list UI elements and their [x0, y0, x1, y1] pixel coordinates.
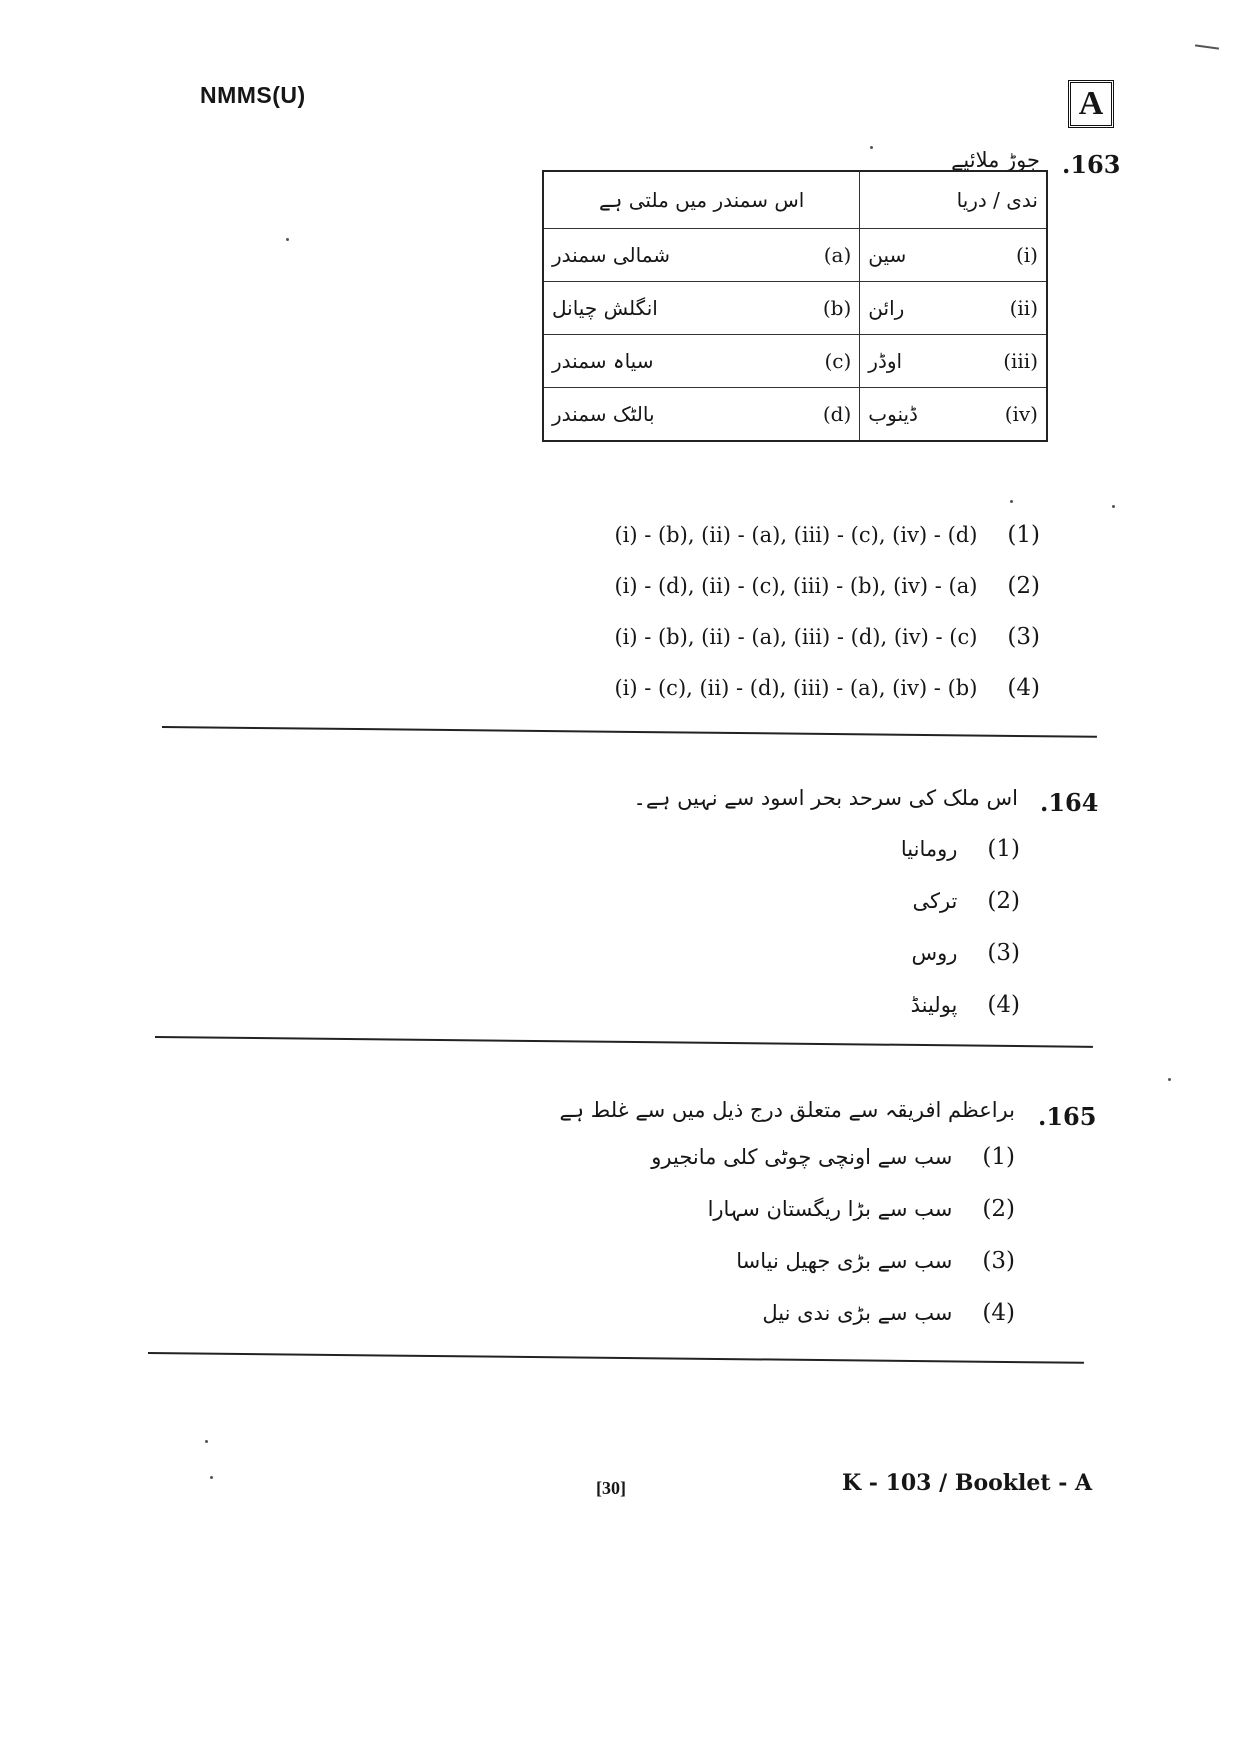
question-text-163: جوڑ ملائیے — [951, 148, 1040, 172]
option-number: (2) — [982, 1196, 1015, 1222]
sea-marker: (d) — [822, 402, 852, 426]
option-164-1[interactable] — [901, 836, 1020, 862]
sea-marker: (a) — [823, 243, 852, 267]
table-header-row — [543, 171, 1047, 229]
river-marker: (ii) — [1009, 296, 1038, 320]
option-number: (1) — [1007, 522, 1040, 548]
table-cell-sea — [543, 335, 860, 388]
page-number: [30] — [596, 1478, 626, 1498]
option-text: (i) - (c), (ii) - (d), (iii) - (a), (iv) - (b) — [614, 676, 978, 700]
sea-header-label: اس سمندر میں ملتی ہے — [598, 188, 805, 212]
table-cell-river — [860, 388, 1047, 442]
scan-mark — [1195, 44, 1219, 49]
option-165-1[interactable] — [651, 1144, 1015, 1170]
scan-speck — [210, 1476, 213, 1479]
sea-marker: (c) — [824, 349, 852, 373]
booklet-letter-box: A — [1068, 80, 1114, 128]
option-text: سب سے بڑا ریگستان سہارا — [707, 1197, 953, 1221]
option-text: (i) - (b), (ii) - (a), (iii) - (d), (iv) - (c) — [614, 625, 978, 649]
option-text: (i) - (d), (ii) - (c), (iii) - (b), (iv) - (a) — [614, 574, 978, 598]
section-divider — [155, 1036, 1093, 1048]
option-text: روس — [911, 941, 958, 965]
option-number: (3) — [1007, 624, 1040, 650]
option-163-2[interactable] — [614, 573, 1040, 599]
option-number: (3) — [987, 940, 1020, 966]
table-row — [543, 388, 1047, 442]
option-165-4[interactable] — [762, 1300, 1015, 1326]
river-name: سین — [868, 243, 907, 267]
sea-name: سیاہ سمندر — [552, 349, 654, 373]
exam-code: NMMS(U) — [200, 82, 306, 108]
table-cell-sea — [543, 229, 860, 282]
option-text: پولینڈ — [910, 993, 958, 1017]
scan-speck — [286, 238, 289, 241]
option-number: (1) — [982, 1144, 1015, 1170]
question-text-164: اس ملک کی سرحد بحر اسود سے نہیں ہے۔ — [633, 786, 1018, 810]
option-text: سب سے بڑی جھیل نیاسا — [736, 1249, 953, 1273]
option-text: سب سے اونچی چوٹی کلی مانجیرو — [651, 1145, 953, 1169]
option-163-4[interactable] — [614, 675, 1040, 701]
option-number: (2) — [987, 888, 1020, 914]
option-163-1[interactable] — [614, 522, 1040, 548]
table-row — [543, 229, 1047, 282]
river-name: رائن — [868, 296, 905, 320]
option-text: رومانیا — [900, 837, 958, 861]
booklet-reference: K - 103 / Booklet - A — [842, 1470, 1093, 1496]
option-number: (2) — [1007, 573, 1040, 599]
table-cell-river — [860, 282, 1047, 335]
option-number: (3) — [982, 1248, 1015, 1274]
option-164-4[interactable] — [911, 992, 1020, 1018]
river-marker: (i) — [1015, 243, 1038, 267]
table-cell-sea — [543, 388, 860, 442]
table-header-sea — [543, 171, 860, 229]
scan-speck — [1010, 500, 1013, 503]
question-text-165: براعظم افریقہ سے متعلق درج ذیل میں سے غلط ہے — [559, 1098, 1015, 1122]
option-text: (i) - (b), (ii) - (a), (iii) - (c), (iv) - (d) — [614, 523, 978, 547]
option-163-3[interactable] — [614, 624, 1040, 650]
option-text: ترکی — [912, 889, 958, 913]
river-marker: (iv) — [1004, 402, 1038, 426]
option-164-3[interactable] — [911, 940, 1020, 966]
option-text: سب سے بڑی ندی نیل — [762, 1301, 953, 1325]
question-number-165: .165 — [1038, 1102, 1097, 1131]
option-number: (4) — [1007, 675, 1040, 701]
table-cell-sea — [543, 282, 860, 335]
option-164-2[interactable] — [912, 888, 1020, 914]
scan-speck — [1168, 1078, 1171, 1081]
option-number: (1) — [987, 836, 1020, 862]
option-165-3[interactable] — [736, 1248, 1015, 1274]
scan-speck — [1112, 505, 1115, 508]
question-number-164: .164 — [1040, 788, 1099, 817]
option-165-2[interactable] — [708, 1196, 1015, 1222]
sea-name: شمالی سمندر — [552, 243, 671, 267]
river-marker: (iii) — [1003, 349, 1038, 373]
sea-name: انگلش چیانل — [552, 296, 658, 320]
table-row — [543, 335, 1047, 388]
option-number: (4) — [987, 992, 1020, 1018]
river-header-label: ندی / دریا — [956, 188, 1038, 212]
river-name: ڈینوب — [868, 402, 918, 426]
table-row — [543, 282, 1047, 335]
match-table — [542, 170, 1048, 442]
option-number: (4) — [982, 1300, 1015, 1326]
table-cell-river — [860, 229, 1047, 282]
scan-speck — [205, 1440, 208, 1443]
question-number-163: .163 — [1062, 150, 1121, 179]
sea-marker: (b) — [822, 296, 852, 320]
river-name: اوڈر — [868, 349, 903, 373]
scan-speck — [870, 146, 873, 149]
sea-name: بالٹک سمندر — [552, 402, 655, 426]
section-divider — [148, 1352, 1084, 1364]
section-divider — [162, 726, 1097, 738]
table-header-river — [860, 171, 1047, 229]
table-cell-river — [860, 335, 1047, 388]
